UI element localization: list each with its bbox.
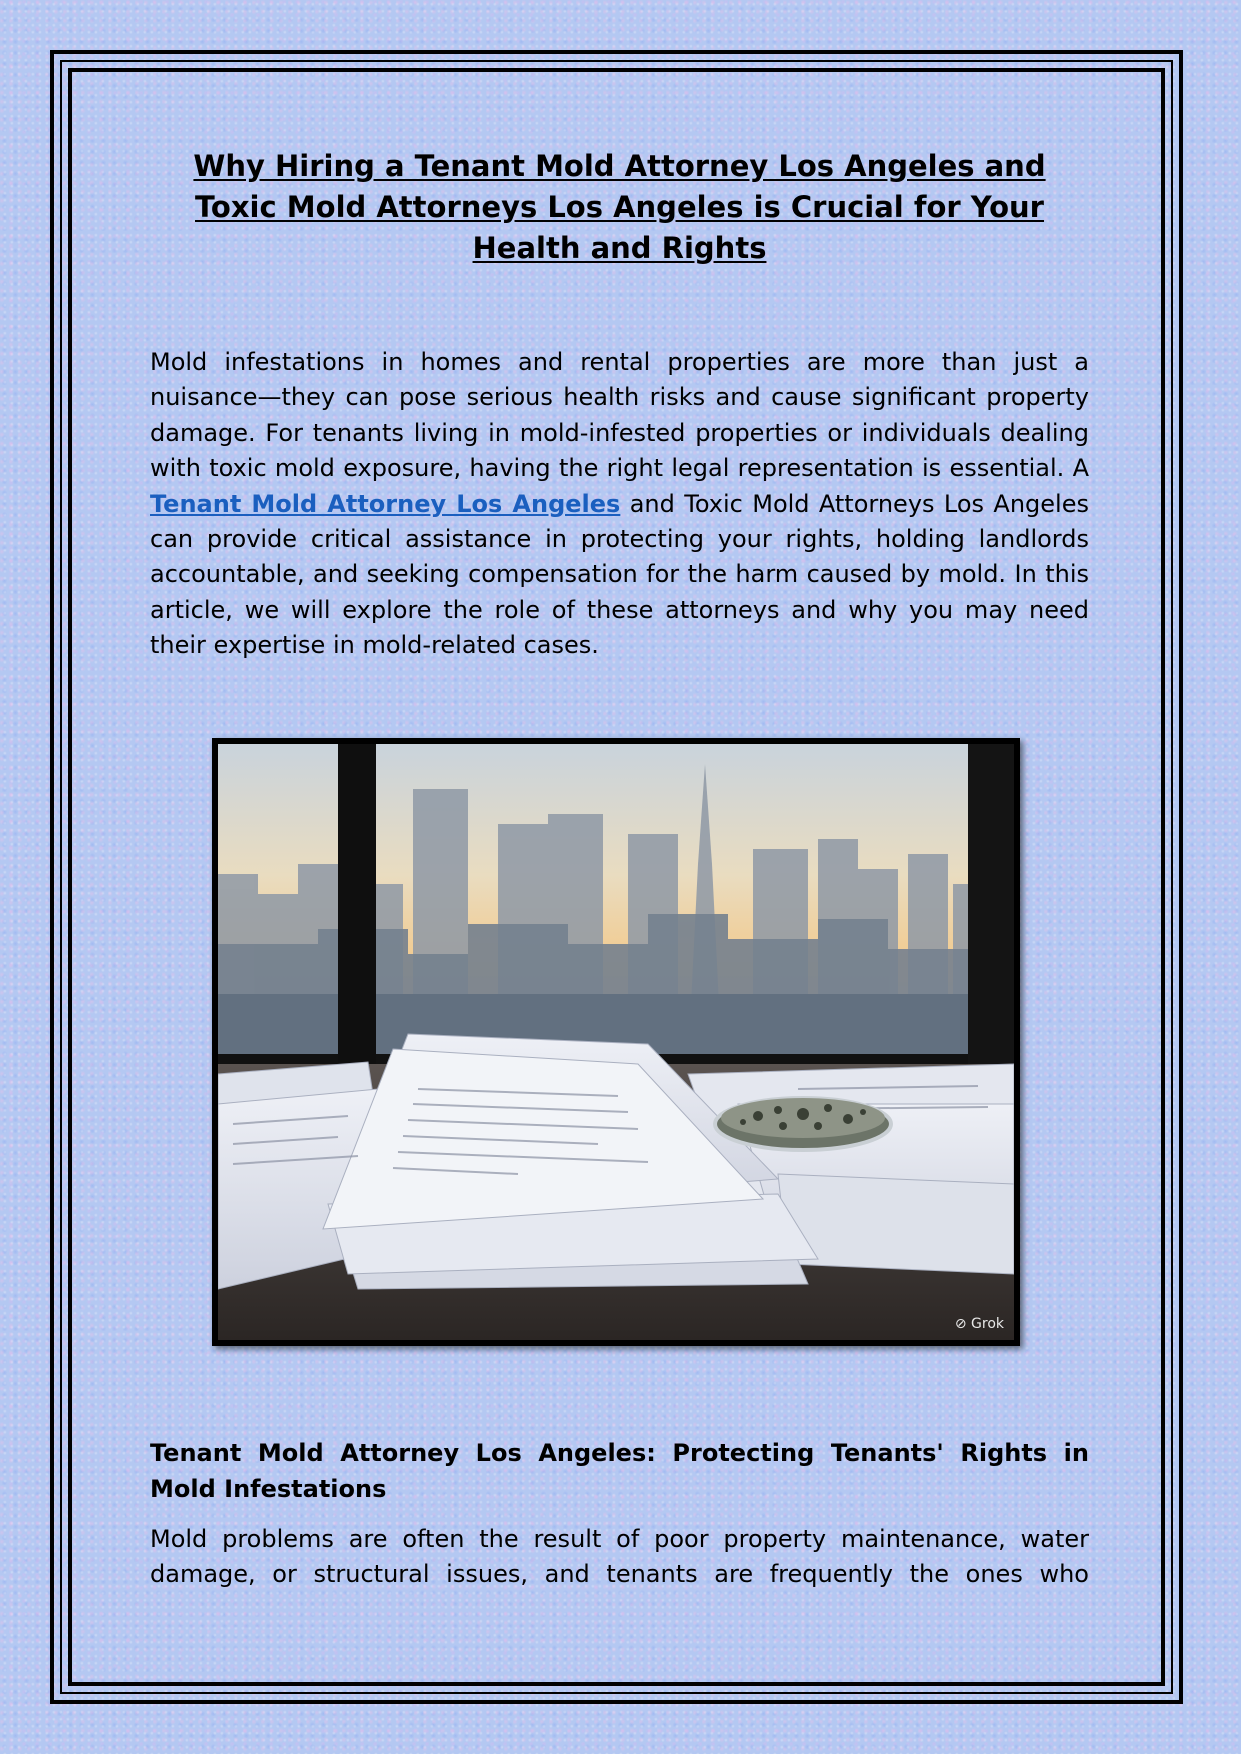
section-paragraph: Mold problems are often the result of poor property maintenance, water damage, or structural issues, and tenants are frequently the ones who [150,1525,1089,1589]
section-heading: Tenant Mold Attorney Los Angeles: Protecting Tenants' Rights in Mold Infestations [150,1439,1089,1503]
grok-watermark-text: Grok [971,1316,1004,1332]
intro-text-start: Mold infestations in homes and rental properties are more than just a nuisance—they can pose serious health risks and cause significant property damage. For tenants living in mold-infested properties or individuals dealing with toxic mold exposure, having the right legal representation is essential. A [150,348,1089,483]
grok-watermark [955,1316,1004,1332]
intro-text-end: and Toxic Mold Attorneys Los Angeles can provide critical assistance in protecting your rights, holding landlords accountable, and seeking compensation for the harm caused by mold. In this article, we will explore the role of these attorneys and why you may need their expertise in mold-related cases. [150,489,1089,660]
intro-paragraph [150,345,1089,664]
city-office-desk-illustration [218,744,1014,1340]
tenant-mold-attorney-link[interactable]: Tenant Mold Attorney Los Angeles [150,489,621,518]
grok-logo-icon: ⊘ [954,1316,967,1332]
article-title: Why Hiring a Tenant Mold Attorney Los Angeles and Toxic Mold Attorneys Los Angeles is Crucial for Your Health and Rights [193,149,1046,265]
article-photo [212,738,1020,1346]
